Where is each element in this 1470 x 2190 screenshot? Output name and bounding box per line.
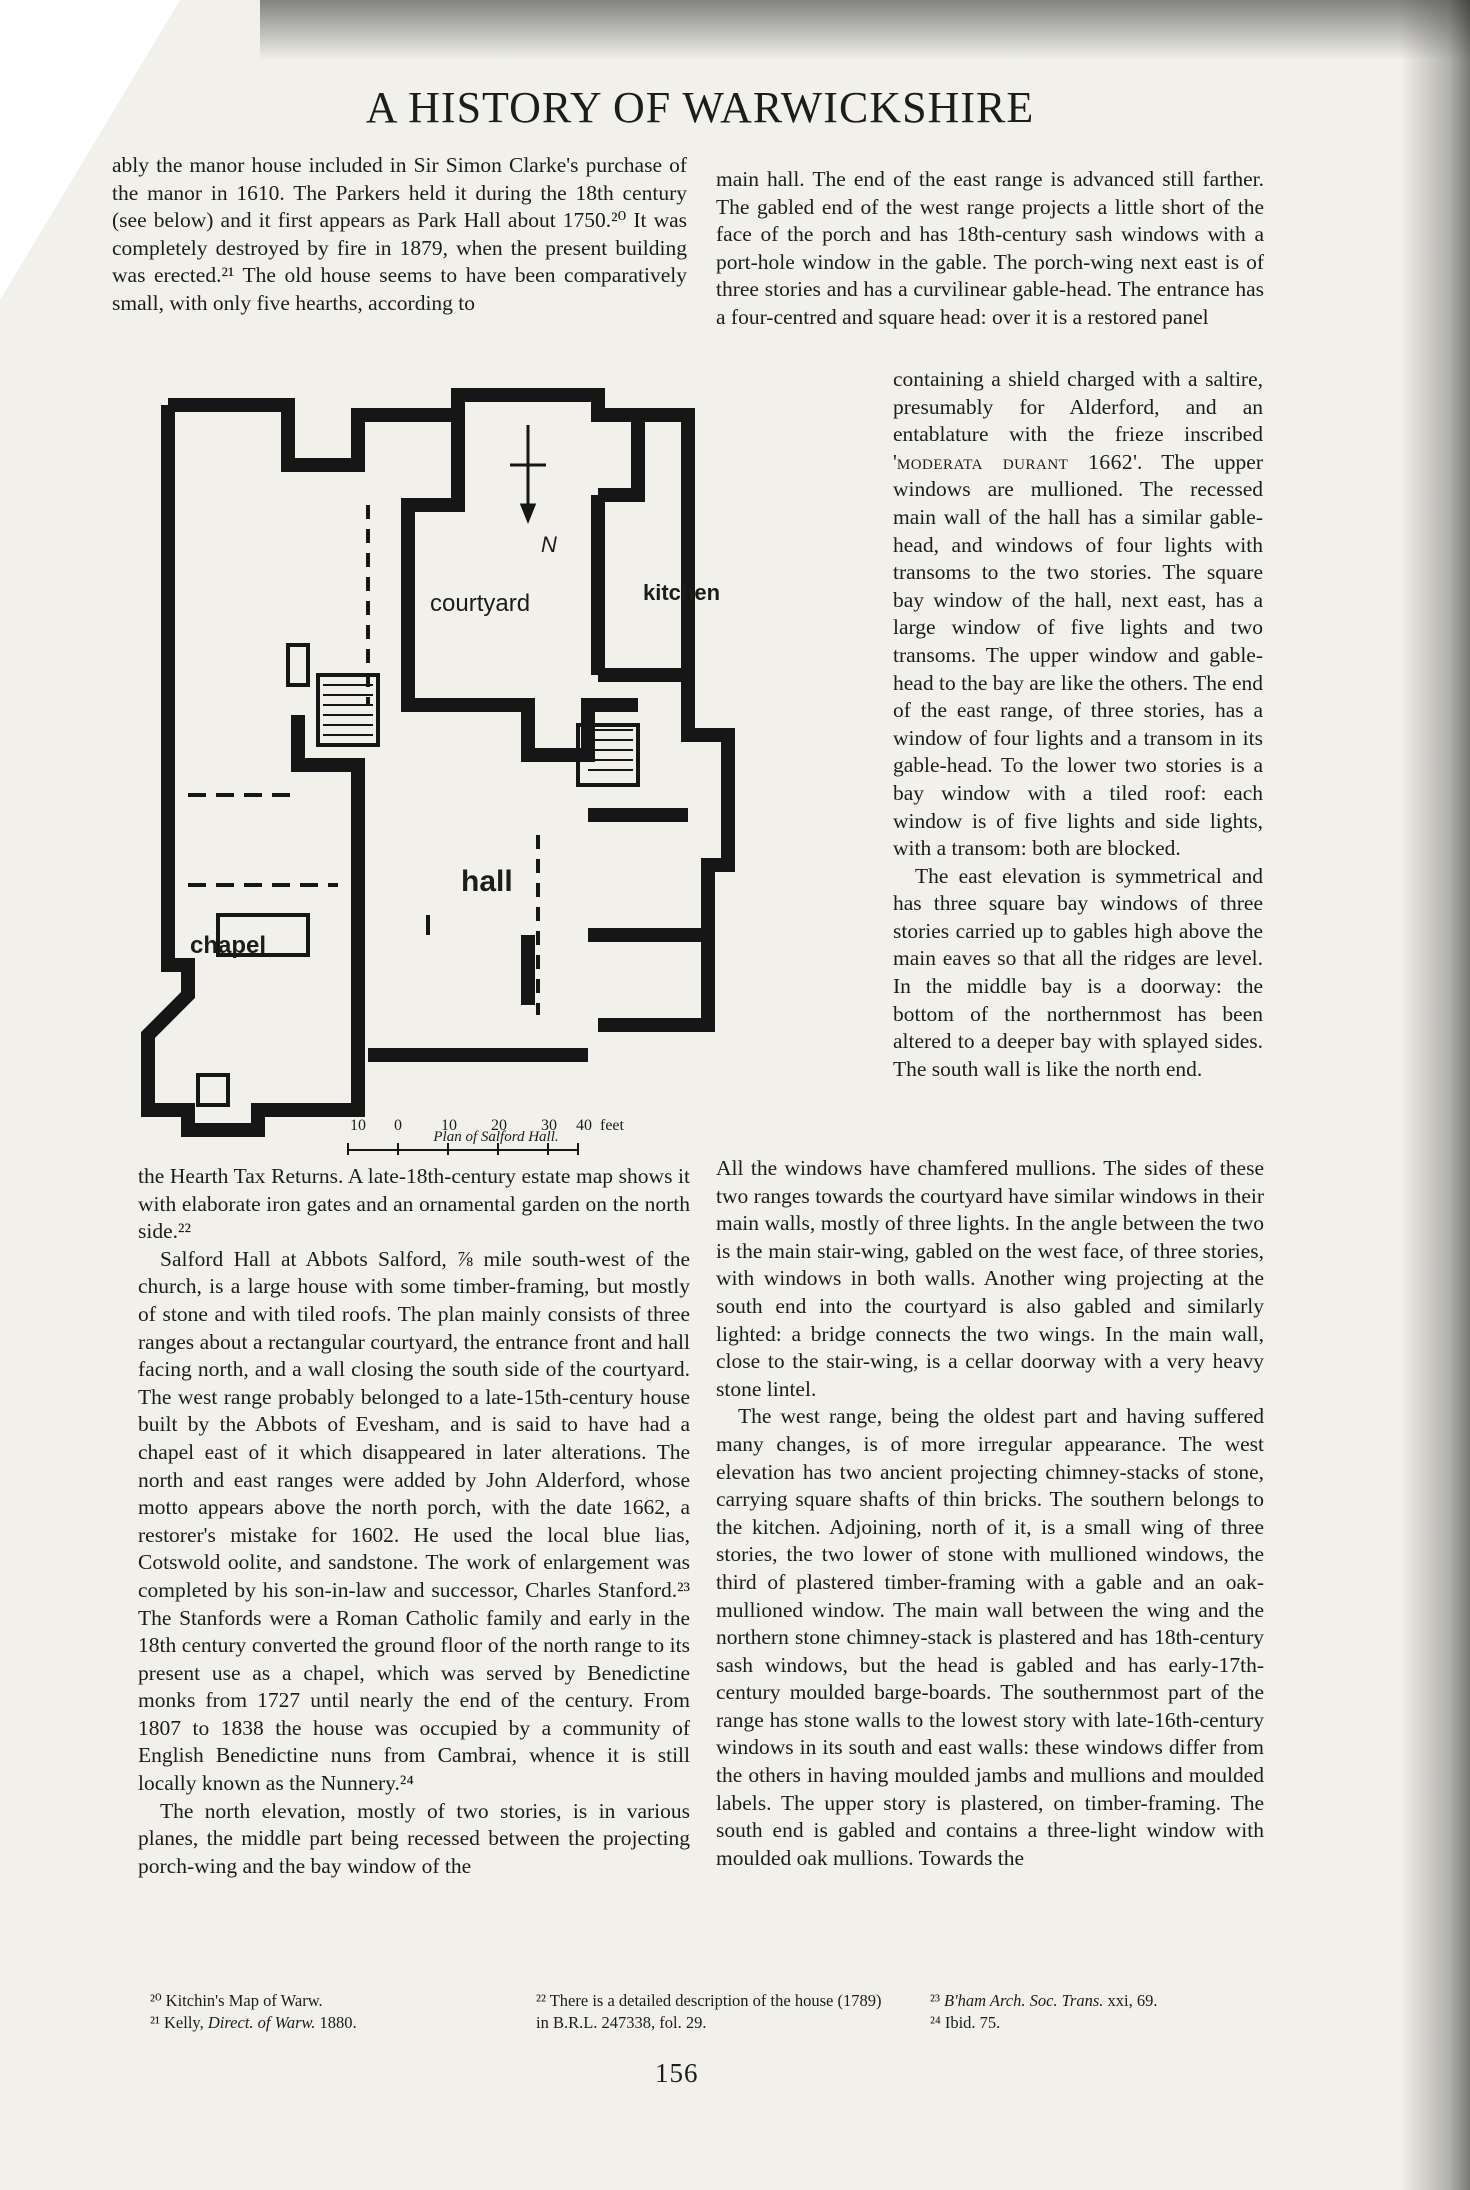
footnotes-left bbox=[150, 1990, 480, 2034]
paragraph: The west range, being the oldest part and having suffered many changes, is of more irregular appearance. The west elevation has two ancient projecting chimney-stacks of stone, carrying square shafts of thin bricks. The southern belongs to the kitchen. Adjoining, north of it, is a small wing of three stories, the two lower of stone with mullioned windows, the third of plastered timber-framing with a gable and an oak-mullioned window. The main wall between the wing and the northern stone chimney-stack is plastered and has 18th-century sash windows, but the head is gabled and has early-17th-century moulded barge-boards. The southernmost part of the range has stone walls to the lowest story with late-16th-century windows in its south and east walls: these windows differ from the others in having moulded jambs and mullions and moulded labels. The upper story is plastered, on timber-framing. The south end is gabled and contains a three-light window with moulded oak mullions. Towards the bbox=[716, 1404, 1264, 1870]
floor-plan-drawing bbox=[128, 375, 888, 1155]
kitchen-label: kitchen bbox=[643, 580, 721, 605]
north-label: N bbox=[541, 532, 557, 557]
scan-shadow-top bbox=[260, 0, 1470, 60]
paragraph: All the windows have chamfered mullions. The sides of these two ranges towards the courtyard have similar windows in their main walls, mostly of three lights. In the angle between the two is the main stair-wing, gabled on the west face, of three stories, with windows in both walls. Another wing projecting at the south end into the courtyard is also gabled and similarly lighted: a bridge connects the two wings. In the main wall, close to the stair-wing, is a cellar doorway with a very heavy stone lintel. bbox=[716, 1156, 1264, 1401]
paragraph: ably the manor house included in Sir Simon Clarke's purchase of the manor in 1610. The Parkers held it during the 18th century (see below) and it first appears as Park Hall about 1750.²⁰ It was completely destroyed by fire in 1879, when the present building was erected.²¹ The old house seems to have been comparatively small, with only five hearths, according to bbox=[112, 153, 687, 315]
paragraph: the Hearth Tax Returns. A late-18th-century estate map shows it with elaborate iron gates and an ornamental garden on the north side.²² bbox=[138, 1164, 690, 1244]
plan-caption: Plan of Salford Hall. bbox=[433, 1129, 559, 1145]
footnote-22: ²² There is a detailed description of the house (1789) in B.R.L. 247338, fol. 29. bbox=[536, 1991, 882, 2032]
motto-inscription: moderata durant 1662 bbox=[896, 449, 1134, 474]
paragraph: The east elevation is symmetrical and has three square bay windows of three stories carried up to gables high above the main eaves so that all the ridges are level. In the middle bay is a doorway: the bottom of the northernmost has been altered to a deeper bay with splayed sides. The south wall is like the north end. bbox=[893, 863, 1263, 1081]
plan-stair-wall bbox=[598, 415, 638, 495]
scale-tick-label: 40 bbox=[576, 1117, 592, 1134]
footnotes-right bbox=[930, 1990, 1260, 2034]
paragraph: containing a shield charged with a saltire, presumably for Alderford, and an entablature with the frieze inscribed 'moderata durant 1662'. The upper windows are mullioned. The recessed main wall of the hall has a similar gable-head, and windows of four lights with transoms to the two stories. The square bay window of the hall, next east, has a large window of five lights and two transoms. The upper window and gable-head to the bay are like the others. The end of the east range, of three stories, has a window of four lights and a transom in its gable-head. To the lower two stories is a bay window with a tiled roof: each window is of five lights and side lights, with a transom: both are blocked. bbox=[893, 367, 1263, 861]
left-column-bottom bbox=[138, 1163, 690, 1880]
footnotes-middle bbox=[536, 1990, 886, 2034]
scale-tick-label: 30 bbox=[541, 1117, 557, 1134]
running-header: A HISTORY OF WARWICKSHIRE bbox=[365, 83, 1035, 132]
right-column-bottom bbox=[716, 1155, 1264, 1872]
footnote-24: ²⁴ Ibid. 75. bbox=[930, 2013, 1001, 2032]
right-column-top bbox=[716, 166, 1264, 332]
hall-label: hall bbox=[461, 865, 513, 898]
left-column-top bbox=[112, 152, 687, 318]
scan-shadow-right bbox=[1400, 0, 1470, 2190]
page-number: 156 bbox=[655, 2058, 699, 2088]
paragraph: Salford Hall at Abbots Salford, ⅞ mile south-west of the church, is a large house with some timber-framing, but mostly of stone and with tiled roofs. The plan mainly consists of three ranges about a rectangular courtyard, the entrance front and hall facing north, and a wall closing the south side of the courtyard. The west range probably belonged to a late-15th-century house built by the Abbots of Evesham, and is said to have had a chapel east of it which disappeared in later alterations. The north and east ranges were added by John Alderford, whose motto appears above the north porch, with the date 1662, a restorer's mistake for 1602. He used the local blue lias, Cotswold oolite, and sandstone. The work of enlargement was completed by his son-in-law and successor, Charles Stanford.²³ The Stanfords were a Roman Catholic family and early in the 18th century converted the ground floor of the north range to its present use as a chapel, which was served by Benedictine monks from 1727 until nearly the end of the century. From 1807 to 1838 the house was occupied by a community of English Benedictine nuns from Cambrai, whence it is still locally known as the Nunnery.²⁴ bbox=[138, 1246, 690, 1796]
scale-unit-label: feet bbox=[600, 1117, 624, 1134]
floor-plan-figure bbox=[128, 375, 888, 1155]
paragraph: The north elevation, mostly of two stories, is in various planes, the middle part being recessed between the projecting porch-wing and the bay window of the bbox=[138, 1798, 690, 1878]
courtyard-label: courtyard bbox=[430, 590, 531, 617]
scale-tick-label: 10 bbox=[350, 1117, 366, 1134]
footnote-20: ²⁰ Kitchin's Map of Warw. bbox=[150, 1991, 323, 2010]
right-column-beside-plan bbox=[893, 366, 1263, 1083]
chapel-label: chapel bbox=[190, 932, 267, 959]
north-arrow bbox=[510, 425, 546, 520]
scale-tick-label: 20 bbox=[491, 1117, 507, 1134]
scale-tick-label: 10 bbox=[441, 1117, 457, 1134]
paragraph: main hall. The end of the east range is advanced still farther. The gabled end of the west range projects a little short of the face of the porch and has 18th-century sash windows with a port-hole window in the gable. The porch-wing next east is of three stories and has a curvilinear gable-head. The entrance has a four-centred and square head: over it is a restored panel bbox=[716, 167, 1264, 329]
scale-tick-label: 0 bbox=[394, 1117, 402, 1134]
footnote-21: ²¹ Kelly, Direct. of Warw. 1880. bbox=[150, 2013, 357, 2032]
footnote-23: ²³ B'ham Arch. Soc. Trans. xxi, 69. bbox=[930, 1991, 1158, 2010]
